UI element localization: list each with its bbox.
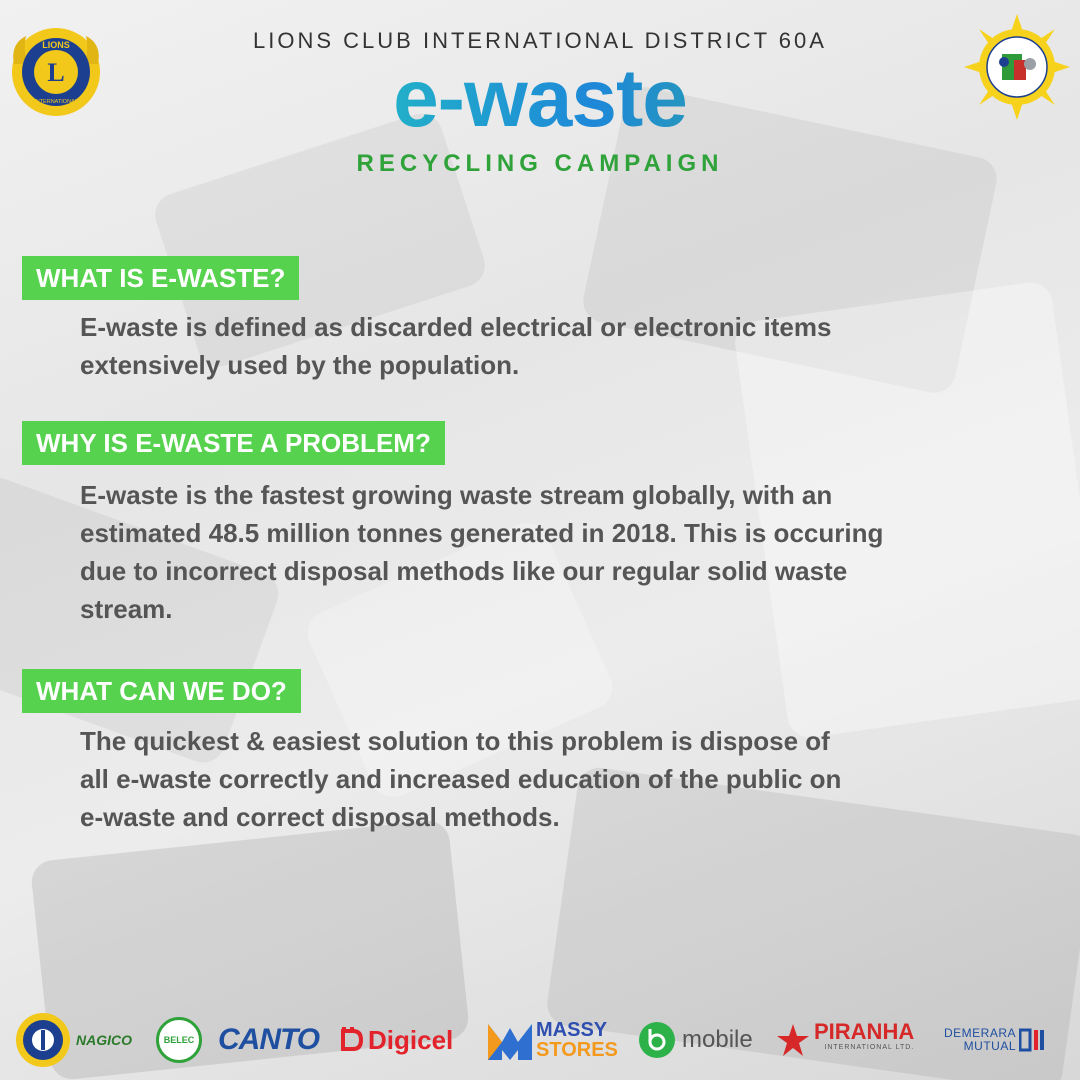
digicel-mark-icon	[340, 1027, 364, 1053]
nagico-logo-text: NAGICO	[76, 1032, 132, 1048]
massy-stores-logo-text: STORES	[536, 1039, 618, 1061]
section-body-what-can-we-do	[80, 722, 1040, 836]
section-body-why-problem	[80, 476, 1040, 628]
body-line: e-waste and correct disposal methods.	[80, 802, 560, 832]
demerara-text-block	[944, 1027, 1016, 1053]
canto-logo-text: CANTO	[218, 1023, 320, 1056]
seal-emblem-icon	[14, 1011, 72, 1069]
body-line: estimated 48.5 million tonnes generated in 2018. This is occuring	[80, 518, 884, 548]
demerara-mark-icon	[1019, 1027, 1045, 1053]
sponsor-digicel	[340, 1005, 453, 1075]
section-heading-why-problem: WHY IS E-WASTE A PROBLEM?	[22, 421, 445, 465]
sponsor-seal-logo	[14, 1005, 72, 1075]
piranha-star-icon	[776, 1023, 810, 1057]
body-line: all e-waste correctly and increased education of the public on	[80, 764, 842, 794]
section-body-what-is	[80, 308, 1040, 384]
belec-logo-text: BELEC	[163, 1035, 195, 1045]
mobile-logo-text: mobile	[682, 1026, 753, 1053]
body-line: E-waste is defined as discarded electrical or electronic items	[80, 312, 832, 342]
b-mobile-mark-icon	[638, 1021, 676, 1059]
mutual-logo-text: MUTUAL	[963, 1039, 1017, 1053]
piranha-logo-text: PIRANHA	[814, 1019, 915, 1044]
e-waste-logo-wordmark: e-waste	[0, 58, 1080, 140]
belec-badge	[156, 1017, 202, 1063]
sponsor-piranha	[776, 1005, 914, 1075]
campaign-subtitle: RECYCLING CAMPAIGN	[356, 150, 724, 177]
piranha-sub-text: INTERNATIONAL LTD.	[824, 1044, 915, 1051]
body-line: due to incorrect disposal methods like our regular solid waste	[80, 556, 848, 586]
section-heading-what-can-we-do: WHAT CAN WE DO?	[22, 669, 301, 713]
body-line: The quickest & easiest solution to this problem is dispose of	[80, 726, 830, 756]
sponsor-belec	[156, 1005, 202, 1075]
body-line: stream.	[80, 594, 173, 624]
body-line: E-waste is the fastest growing waste stream globally, with an	[80, 480, 833, 510]
demerara-logo-text: DEMERARA	[944, 1026, 1017, 1040]
body-line: extensively used by the population.	[80, 350, 520, 380]
svg-text:LIONS: LIONS	[42, 40, 70, 50]
section-heading-what-is: WHAT IS E-WASTE?	[22, 256, 299, 300]
organization-title: LIONS CLUB INTERNATIONAL DISTRICT 60A	[253, 28, 827, 53]
sponsor-canto	[218, 1005, 319, 1075]
massy-logo-text: MASSY	[536, 1019, 608, 1041]
piranha-text-block	[814, 1019, 915, 1056]
sponsor-demerara-mutual	[944, 1005, 1045, 1075]
massy-mark-icon	[488, 1020, 532, 1060]
sponsor-b-mobile	[638, 1005, 753, 1075]
sponsor-logo-strip	[0, 1005, 1080, 1075]
massy-text-block	[536, 1020, 618, 1060]
sponsor-nagico	[76, 1005, 132, 1075]
digicel-logo-text: Digicel	[368, 1024, 454, 1055]
sponsor-massy-stores	[488, 1005, 618, 1075]
